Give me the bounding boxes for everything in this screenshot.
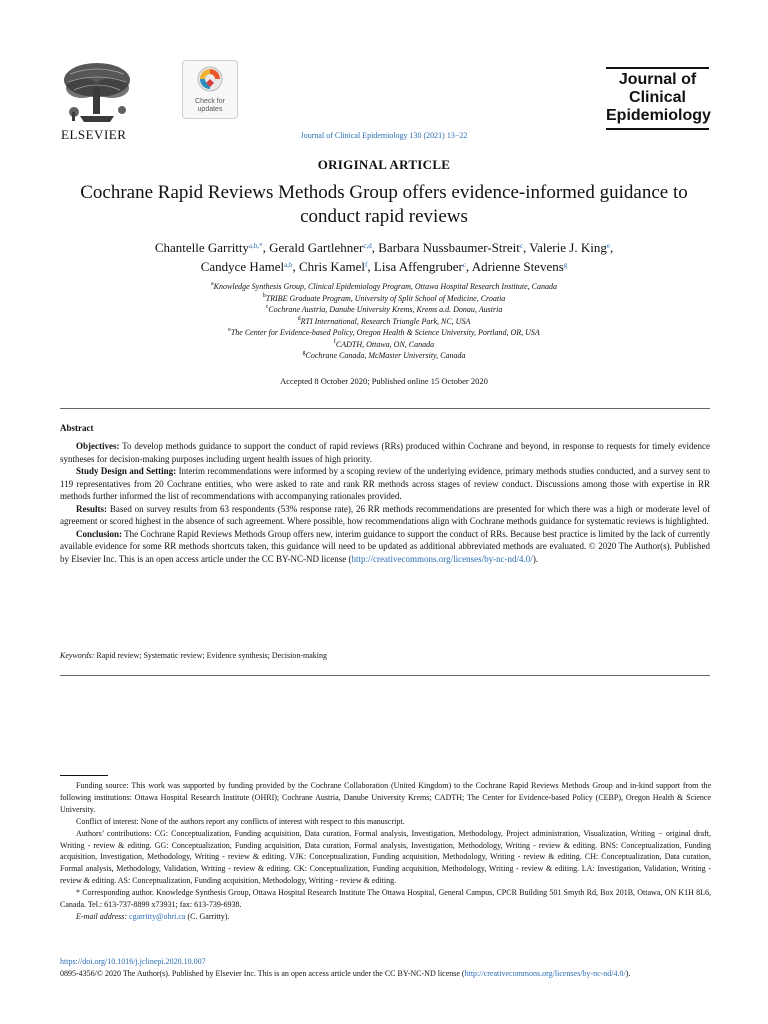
author-name[interactable]: Adrienne Stevens xyxy=(471,259,564,274)
affiliation-text: CADTH, Ottawa, ON, Canada xyxy=(335,339,435,349)
author-affiliation-sup[interactable]: e xyxy=(606,242,610,250)
affiliation-text: The Center for Evidence-based Policy, Oregon Health & Science University, Portland, OR, USA xyxy=(230,328,540,337)
affiliation-text: Cochrane Canada, McMaster University, Canada xyxy=(305,351,466,360)
author-separator: , xyxy=(292,259,299,274)
doi-link[interactable]: https://doi.org/10.1016/j.jclinepi.2020.10.007 xyxy=(60,957,206,966)
keywords xyxy=(60,651,327,660)
affiliation-row xyxy=(60,304,708,316)
license-tail: ). xyxy=(625,968,631,978)
affiliation-row xyxy=(60,339,708,351)
affiliation-sup: f xyxy=(333,338,336,345)
author-separator: , xyxy=(522,240,530,255)
affiliation-text: Knowledge Synthesis Group, Clinical Epidemiology Program, Ottawa Hospital Research Institute, Canada xyxy=(213,282,557,291)
author-separator: , xyxy=(371,240,379,255)
contributions-note: Authors’ contributions: CG: Conceptualization, Funding acquisition, Data curation, Formal analysis, Investigation, Methodology, Project administration, Visualization, Writing − original draft, Writing - review & editing. GG: Conceptualization, Funding acquisition, Data curation, Formal analysis, Investigation, Methodology, Writing - review & editing. BNS: Conceptualization, Funding acquisition, Investigation, Methodology, Writing - review & editing. VJK: Conceptualization, Funding acquisition, Methodology, Writing - review & editing. CH: Conceptualization, Data curation, Formal analysis, Methodology, Validation, Writing - review & editing. CK: Conceptualization, Funding acquisition, Methodology, Writing - review & editing. LA: Investigation, Validation, Writing - review & editing. AS: Conceptualization, Funding acquisition, Methodology, Writing - review & editing. xyxy=(60,828,711,886)
affiliation-row xyxy=(60,293,708,305)
affiliation-row xyxy=(60,350,708,362)
affiliation-text: RTI International, Research Triangle Park, NC, USA xyxy=(300,316,471,326)
conflict-note: Conflict of interest: None of the authors report any conflicts of interest with respect to this manuscript. xyxy=(76,816,405,826)
keywords-text: Rapid review; Systematic review; Evidence synthesis; Decision-making xyxy=(96,651,327,660)
author-name[interactable]: Lisa Affengruber xyxy=(373,259,463,274)
email-tail: (C. Garritty). xyxy=(187,911,230,921)
publisher-name: ELSEVIER xyxy=(61,127,127,142)
author-separator: , xyxy=(262,240,270,255)
email-label: E-mail address: xyxy=(76,911,128,921)
author-affiliation-sup[interactable]: c xyxy=(462,261,466,269)
check-for-updates-badge[interactable] xyxy=(182,60,238,119)
author-name[interactable]: Gerald Gartlehner xyxy=(269,240,364,255)
license-link[interactable]: http://creativecommons.org/licenses/by-nc-nd/4.0/ xyxy=(351,553,533,564)
affiliation-row xyxy=(60,327,708,339)
author-name[interactable]: Barbara Nussbaumer-Streit xyxy=(378,240,520,255)
badge-label: Check for updates xyxy=(195,98,225,113)
journal-logo: Journal of Clinical Epidemiology xyxy=(606,67,709,130)
author-affiliation-sup[interactable]: a,b xyxy=(284,261,293,269)
affiliations xyxy=(60,281,708,362)
footnotes xyxy=(60,780,711,923)
author-name[interactable]: Valerie J. King xyxy=(529,240,607,255)
affiliation-text: TRIBE Graduate Program, University of Split School of Medicine, Croatia xyxy=(265,293,506,303)
section-label: Objectives: xyxy=(76,441,120,451)
affiliation-sup: a xyxy=(211,281,214,287)
section-text: To develop methods guidance to support the conduct of rapid reviews (RRs) produced within Cochrane and beyond, in response to requests for timely evidence syntheses for decision-making purposes including urgent health issues of high priority. xyxy=(60,441,710,464)
abstract-conclusion xyxy=(60,528,710,566)
corresponding-note: * Corresponding author. Knowledge Synthesis Group, Ottawa Hospital Research Institute The Ottawa Hospital, General Campus, CPCR Building 501 Smyth Rd, Box 201B, Ottawa, ON K1H 8L6, Canada. Tel.: 613-737-8899 x73931; fax: 613-739-6938. xyxy=(60,888,711,910)
affiliation-sup: c xyxy=(265,304,269,310)
section-label: Results: xyxy=(76,503,107,514)
author-name[interactable]: Chantelle Garritty xyxy=(154,240,250,255)
author-affiliation-sup[interactable]: a,b,* xyxy=(249,242,263,250)
article-title: Cochrane Rapid Reviews Methods Group offers evidence-informed guidance to conduct rapid reviews xyxy=(80,182,688,227)
abstract-heading: Abstract xyxy=(60,423,94,433)
affiliation-sup: e xyxy=(228,327,231,333)
author-name[interactable]: Chris Kamel xyxy=(298,259,366,274)
divider xyxy=(60,408,710,409)
abstract-body xyxy=(60,440,710,565)
affiliation-row xyxy=(60,316,708,328)
author-separator: , xyxy=(609,240,614,255)
author-separator: , xyxy=(465,259,472,274)
section-label: Conclusion: xyxy=(76,528,123,539)
author-separator: , xyxy=(367,259,374,274)
author-affiliation-sup[interactable]: f xyxy=(365,261,368,269)
author-affiliation-sup[interactable]: c,d xyxy=(363,242,372,250)
section-label: Study Design and Setting: xyxy=(76,466,177,476)
page-footer xyxy=(60,956,711,980)
abstract-results xyxy=(60,503,710,528)
author-name[interactable]: Candyce Hamel xyxy=(200,259,285,274)
license-line xyxy=(60,968,711,980)
license-text: 0895-4356/© 2020 The Author(s). Published by Elsevier Inc. This is an open access article under the CC BY-NC-ND license ( xyxy=(60,968,465,978)
section-text: Interim recommendations were informed by a scoping review of the underlying evidence, primary methods studies conducted, and a survey sent to 119 representatives from 20 Cochrane entities, who were asked to rate and rank RR methods across stages of review conduct. Discussions among those with expertise in RR methods further informed the list of recommendations with accompanying rationales provided. xyxy=(60,466,711,501)
funding-note: Funding source: This work was supported by funding provided by the Cochrane Collaboration (United Kingdom) to the Cochrane Rapid Reviews Methods Group and in-kind support from the following institutions: Ottawa Hospital Research Institute (OHRI); Cochrane Austria, Danube University Krems; CADTH; The Center for Evidence-based Policy (CEBP), Oregon Health & Science University. xyxy=(60,781,711,814)
footnote-rule xyxy=(60,775,108,776)
affiliation-text: Cochrane Austria, Danube University Krems, Krems a.d. Donau, Austria xyxy=(268,305,503,314)
section-text: Based on survey results from 63 respondents (53% response rate), 26 RR methods recommendations are presented for which there was a high or moderate level of agreement or scored highest in the absence of such agreement. Where possible, how recommendations align with Cochrane methods guidance for systematic reviews is highlighted. xyxy=(60,503,710,526)
author-list xyxy=(60,238,708,276)
journal-citation[interactable]: Journal of Clinical Epidemiology 130 (2021) 13−22 xyxy=(300,131,468,140)
section-text: The Cochrane Rapid Reviews Methods Group offers new, interim guidance to support the conduct of RRs. Because best practice is limited by the lack of currently available evidence for some RR methods shortcuts taken, this guidance will need to be updated as additional abbreviated methods are evaluated. © 2020 The Author(s). Published by Elsevier Inc. This is an open access article under the CC BY-NC-ND license ( xyxy=(60,528,710,564)
keywords-label: Keywords: xyxy=(60,651,95,660)
author-affiliation-sup[interactable]: c xyxy=(519,242,523,250)
email-note xyxy=(60,911,711,923)
check-updates-icon xyxy=(197,66,223,92)
author-affiliation-sup[interactable]: g xyxy=(563,261,568,269)
elsevier-tree-logo xyxy=(60,60,134,126)
article-type: ORIGINAL ARTICLE xyxy=(317,157,451,172)
affiliation-sup: g xyxy=(302,350,306,356)
footer-license-link[interactable]: http://creativecommons.org/licenses/by-nc-nd/4.0/ xyxy=(464,968,626,978)
section-text-tail: ). xyxy=(532,553,539,564)
abstract-objectives xyxy=(60,440,710,465)
abstract-study-design xyxy=(60,465,710,503)
accepted-date: Accepted 8 October 2020; Published online 15 October 2020 xyxy=(280,376,488,386)
email-link[interactable]: cgarritty@ohri.ca xyxy=(129,911,186,921)
divider xyxy=(60,675,710,676)
affiliation-sup: d xyxy=(297,315,301,322)
affiliation-row xyxy=(60,281,708,293)
affiliation-sup: b xyxy=(262,292,266,299)
